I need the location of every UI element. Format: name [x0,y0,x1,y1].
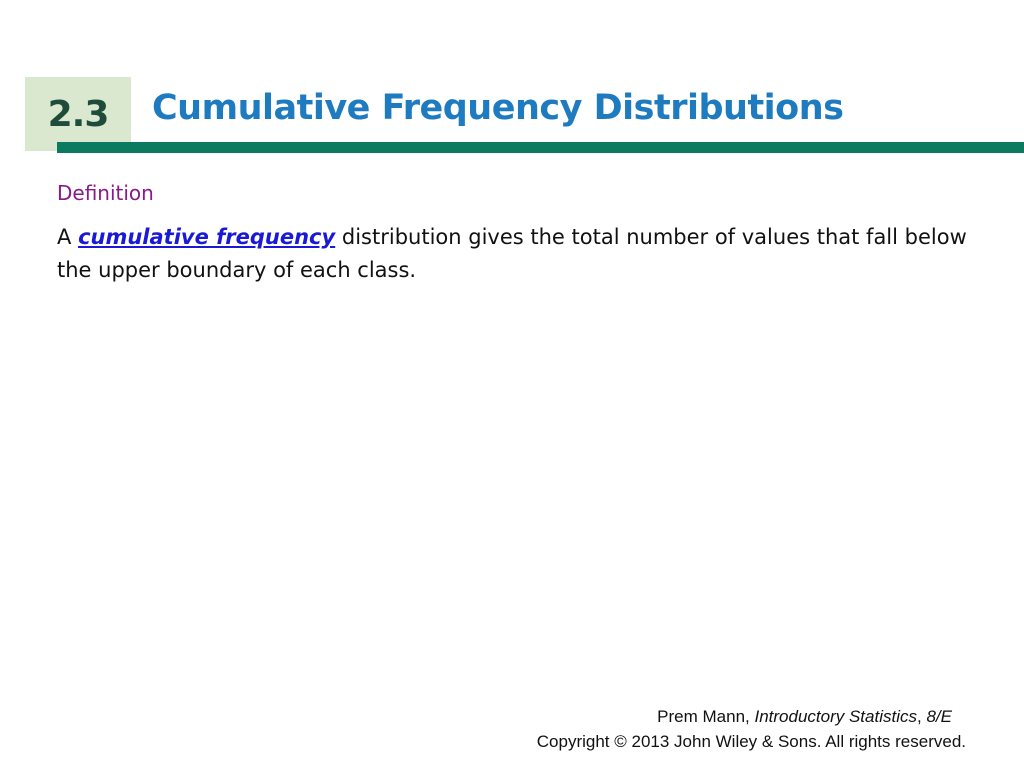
title-divider [57,142,1024,153]
slide-title: Cumulative Frequency Distributions [152,88,844,128]
footer-edition: 8/E [926,707,952,726]
cumulative-frequency-link[interactable]: cumulative frequency [78,225,336,249]
footer-book-title: Introductory Statistics [754,707,917,726]
section-number: 2.3 [47,93,109,135]
definition-label: Definition [57,181,154,205]
footer-separator: , [917,707,922,726]
definition-text: distribution gives the total number of values that fall below the upper boundary of each class. [57,225,967,282]
definition-body [57,221,977,287]
section-number-box [25,77,131,151]
footer-citation [537,704,966,754]
footer-author: Prem Mann, [657,707,750,726]
footer-book-line [537,704,966,729]
footer-copyright: Copyright © 2013 John Wiley & Sons. All rights reserved. [536,732,966,751]
definition-lead: A [57,225,72,249]
